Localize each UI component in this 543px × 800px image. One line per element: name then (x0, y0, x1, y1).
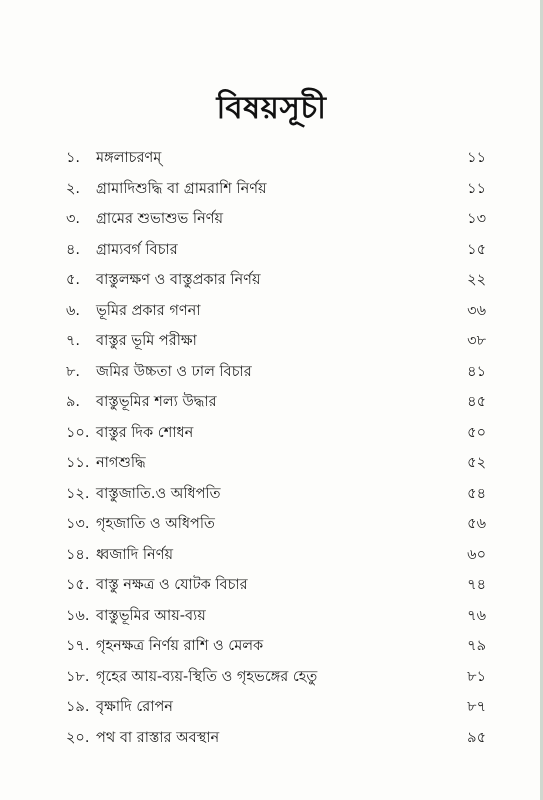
toc-entry-page-number: ৫৬ (467, 516, 486, 532)
toc-entry-number: ১৩. (66, 516, 90, 532)
toc-entry-title: মঙ্গলাচরণম্ (96, 150, 162, 166)
toc-entry-number: ১৭. (66, 638, 90, 654)
toc-entry-page-number: ৪৫ (467, 394, 486, 410)
toc-entry-page-number: ৩৮ (467, 333, 486, 349)
toc-entry-page-number: ৫০ (467, 424, 486, 441)
toc-entry-title: বাস্তুলক্ষণ ও বাস্তুপ্রকার নির্ণয় (96, 272, 261, 288)
toc-entry (66, 540, 486, 571)
table-of-contents (66, 143, 486, 753)
toc-entry (66, 631, 486, 662)
toc-entry (66, 418, 486, 449)
toc-entry-page-number: ৬০ (467, 546, 486, 563)
toc-entry (66, 448, 486, 479)
toc-entry-title: পথ বা রাস্তার অবস্থান (96, 729, 220, 746)
toc-entry-number: ১৬. (66, 607, 90, 624)
toc-entry (66, 143, 486, 174)
toc-entry-number: ৯. (66, 394, 81, 410)
toc-entry-page-number: ১১ (467, 180, 486, 197)
toc-entry-number: ১০. (66, 424, 90, 441)
toc-entry-number: ১৯. (66, 699, 90, 715)
toc-entry-number: ৩. (66, 211, 81, 227)
toc-entry-page-number: ৩৬ (467, 302, 486, 319)
toc-entry (66, 692, 486, 723)
toc-entry-title: গ্রাম্যবর্গ বিচার (96, 241, 178, 258)
toc-entry-page-number: ১১ (467, 150, 486, 166)
toc-entry-page-number: ৭৯ (467, 638, 486, 654)
page-title: বিষয়সূচী (216, 90, 327, 126)
toc-entry-page-number: ১৩ (467, 211, 486, 227)
toc-entry-number: ১৮. (66, 668, 90, 685)
toc-entry-title: বাস্তুর দিক শোধন (96, 424, 194, 441)
toc-entry-number: ২০. (66, 729, 90, 746)
toc-entry-page-number: ৭৪ (467, 577, 486, 593)
toc-entry (66, 357, 486, 388)
toc-entry-title: গৃহনক্ষত্র নির্ণয় রাশি ও মেলক (96, 638, 264, 654)
toc-entry-page-number: ৮১ (467, 668, 486, 685)
toc-entry-number: ৪. (66, 241, 81, 258)
toc-entry-title: গৃহজাতি ও অধিপতি (96, 516, 215, 532)
toc-entry-page-number: ১৫ (467, 241, 486, 258)
toc-entry (66, 601, 486, 632)
toc-entry-number: ১৪. (66, 546, 90, 563)
toc-entry-number: ৬. (66, 302, 81, 319)
toc-entry-page-number: ২২ (467, 272, 486, 288)
toc-entry-title: ধ্বজাদি নির্ণয় (96, 546, 174, 563)
toc-entry (66, 723, 486, 754)
toc-entry-number: ১. (66, 150, 81, 166)
toc-entry-title: বাস্তুজাতি.ও অধিপতি (96, 485, 221, 502)
toc-entry (66, 570, 486, 601)
toc-entry (66, 296, 486, 327)
toc-entry-title: জমির উচ্চতা ও ঢাল বিচার (96, 363, 252, 380)
toc-entry (66, 204, 486, 235)
toc-entry (66, 662, 486, 693)
toc-entry (66, 509, 486, 540)
toc-entry-page-number: ৫৪ (467, 485, 486, 502)
toc-entry-title: বাস্তুর ভূমি পরীক্ষা (96, 333, 197, 349)
toc-entry-title: বাস্তুভূমির আয়-ব্যয় (96, 607, 206, 624)
toc-entry-title: ভূমির প্রকার গণনা (96, 302, 201, 319)
toc-entry-title: বৃক্ষাদি রোপন (96, 699, 173, 715)
toc-entry-page-number: ৭৬ (467, 607, 486, 624)
toc-entry-number: ১২. (66, 485, 90, 502)
toc-entry (66, 387, 486, 418)
toc-entry-title: গৃহের আয়-ব্যয়-স্থিতি ও গৃহভঙ্গের হেতু (96, 668, 318, 685)
toc-entry (66, 235, 486, 266)
toc-entry-page-number: ৯৫ (467, 729, 486, 746)
toc-entry-page-number: ৫২ (467, 455, 486, 471)
toc-entry-page-number: ৪১ (467, 363, 486, 380)
toc-entry-title: বাস্তুভূমির শল্য উদ্ধার (96, 394, 217, 410)
toc-entry-title: বাস্তু নক্ষত্র ও যোটক বিচার (96, 577, 248, 593)
toc-entry-title: গ্রামের শুভাশুভ নির্ণয় (96, 211, 224, 227)
toc-entry (66, 479, 486, 510)
toc-entry-title: নাগশুদ্ধি (96, 455, 146, 471)
toc-entry-number: ২. (66, 180, 81, 197)
toc-entry (66, 265, 486, 296)
toc-entry (66, 174, 486, 205)
toc-entry (66, 326, 486, 357)
toc-entry-number: ৫. (66, 272, 81, 288)
toc-entry-page-number: ৮৭ (467, 699, 486, 715)
toc-entry-number: ১১. (66, 455, 90, 471)
toc-entry-number: ১৫. (66, 577, 90, 593)
toc-entry-number: ৭. (66, 333, 81, 349)
toc-entry-number: ৮. (66, 363, 81, 380)
toc-entry-title: গ্রামাদিশুদ্ধি বা গ্রামরাশি নির্ণয় (96, 180, 267, 197)
